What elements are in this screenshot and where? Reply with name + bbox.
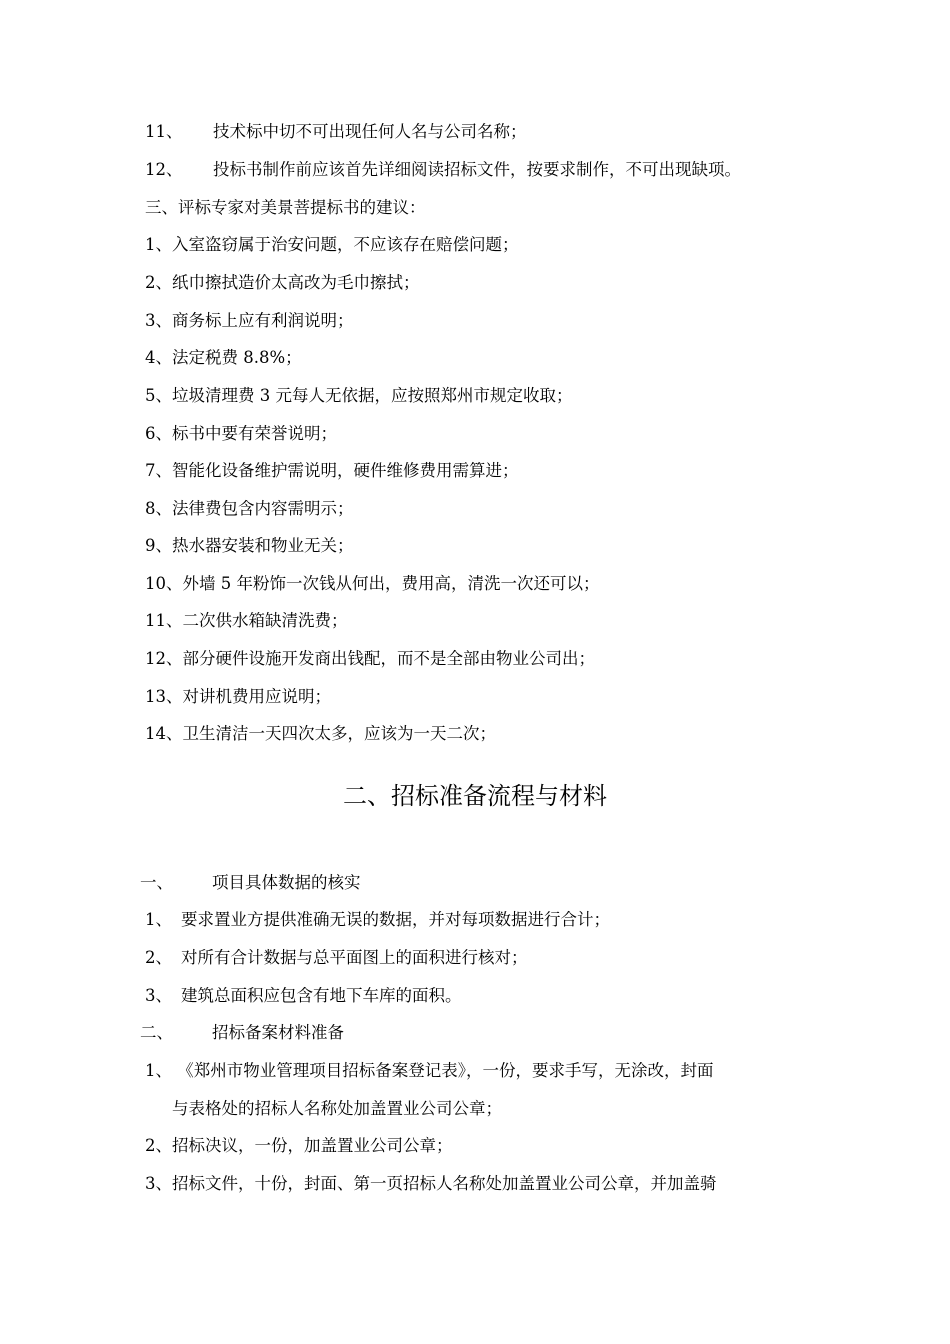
item-text: 要求置业方提供准确无误的数据，并对每项数据进行合计； xyxy=(181,910,610,929)
item-text: 投标书制作前应该首先详细阅读招标文件，按要求制作，不可出现缺项。 xyxy=(213,160,741,179)
expert-item: 8、法律费包含内容需明示； xyxy=(145,499,354,518)
section-title: 招标备案材料准备 xyxy=(212,1023,344,1042)
expert-item: 12、部分硬件设施开发商出钱配，而不是全部由物业公司出； xyxy=(145,649,595,668)
expert-item: 14、卫生清洁一天四次太多，应该为一天二次； xyxy=(145,724,496,743)
item-text: 建筑总面积应包含有地下车库的面积。 xyxy=(181,986,462,1005)
item-number: 1、 xyxy=(145,910,172,929)
section-1-item xyxy=(145,948,528,968)
section-number: 二、 xyxy=(140,1023,173,1042)
section-2-item-2: 2、招标决议，一份，加盖置业公司公章； xyxy=(145,1136,453,1155)
section-2-item-1-line-1: 1、 《郑州市物业管理项目招标备案登记表》，一份，要求手写，无涂改，封面 xyxy=(145,1061,714,1080)
expert-item: 9、热水器安装和物业无关； xyxy=(145,536,354,555)
item-text: 技术标中切不可出现任何人名与公司名称； xyxy=(213,122,527,141)
expert-item: 1、入室盗窃属于治安问题，不应该存在赔偿问题； xyxy=(145,235,519,254)
item-number: 12、 xyxy=(145,160,183,179)
item-text: 对所有合计数据与总平面图上的面积进行核对； xyxy=(181,948,528,967)
chapter-heading: 二、招标准备流程与材料 xyxy=(343,782,607,810)
section-2-heading xyxy=(140,1023,344,1043)
section-2-item-1-line-2: 与表格处的招标人名称处加盖置业公司公章； xyxy=(172,1099,502,1118)
expert-section-title: 三、评标专家对美景菩提标书的建议： xyxy=(145,198,426,217)
expert-item: 4、法定税费 8.8%； xyxy=(145,348,302,367)
section-1-item xyxy=(145,910,610,930)
expert-item: 6、标书中要有荣誉说明； xyxy=(145,424,337,443)
item-number: 11、 xyxy=(145,122,183,141)
expert-item: 2、纸巾擦拭造价太高改为毛巾擦拭； xyxy=(145,273,420,292)
section-1-item xyxy=(145,986,462,1006)
item-number: 2、 xyxy=(145,948,172,967)
expert-item: 5、垃圾清理费 3 元每人无依据，应按照郑州市规定收取； xyxy=(145,386,573,405)
section-number: 一、 xyxy=(140,873,173,892)
tech-note-12 xyxy=(145,160,741,180)
section-title: 项目具体数据的核实 xyxy=(212,873,361,892)
tech-note-11 xyxy=(145,122,527,142)
expert-item: 11、二次供水箱缺清洗费； xyxy=(145,611,348,630)
expert-item: 13、对讲机费用应说明； xyxy=(145,687,331,706)
expert-item: 7、智能化设备维护需说明，硬件维修费用需算进； xyxy=(145,461,519,480)
section-1-heading xyxy=(140,873,361,893)
section-2-item-3: 3、招标文件，十份，封面、第一页招标人名称处加盖置业公司公章，并加盖骑 xyxy=(145,1174,717,1193)
expert-item: 10、外墙 5 年粉饰一次钱从何出，费用高，清洗一次还可以； xyxy=(145,574,600,593)
expert-item: 3、商务标上应有利润说明； xyxy=(145,311,354,330)
item-number: 3、 xyxy=(145,986,172,1005)
